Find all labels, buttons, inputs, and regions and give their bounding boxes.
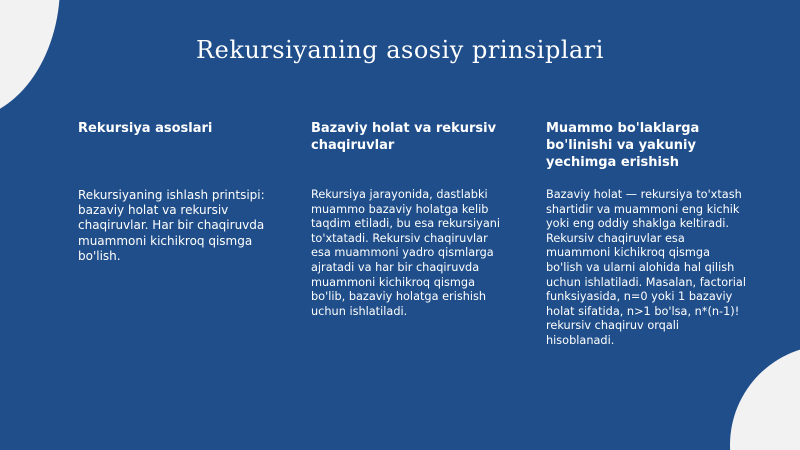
- column-body: Bazaviy holat — rekursiya to'xtash shartidir va muammoni eng kichik yoki eng oddiy shaklga keltiradi. Rekursiv chaqiruvlar esa muammoni kichikroq qismga bo'lish va ularni alohida hal qilish uchun ishlatiladi. Masalan, factorial funksiyasida, n=0 yoki 1 bazaviy holat sifatida, n>1 bo'lsa, n*(n-1)! rekursiv chaqiruv orqali hisoblanadi.: [546, 188, 746, 347]
- column-heading: Muammo bo'laklarga bo'linishi va yakuniy yechimga erishish: [546, 121, 700, 170]
- column-rekursiya-asoslari: [78, 120, 283, 263]
- column-heading: Bazaviy holat va rekursiv chaqiruvlar: [311, 121, 497, 153]
- slide-title: Rekursiyaning asosiy prinsiplari: [196, 36, 604, 64]
- decorative-circle-bottom-right: [730, 345, 800, 450]
- column-heading: Rekursiya asoslari: [78, 121, 213, 136]
- column-bazaviy-holat: [311, 120, 516, 318]
- column-muammo-bolaklarga: [546, 120, 751, 347]
- column-body: Rekursiyaning ishlash printsipi: bazaviy holat va rekursiv chaqiruvlar. Har bir chaqiruvda muammoni kichikroq qismga bo'lish.: [78, 188, 265, 263]
- column-body: Rekursiya jarayonida, dastlabki muammo bazaviy holatga kelib taqdim etiladi, bu esa rekursiyani to'xtatadi. Rekursiv chaqiruvlar esa muammoni yadro qismlarga ajratadi va har bir chaqiruvda muammoni kichikroq qismga bo'lib, bazaviy holatga erishish uchun ishlatiladi.: [311, 188, 501, 318]
